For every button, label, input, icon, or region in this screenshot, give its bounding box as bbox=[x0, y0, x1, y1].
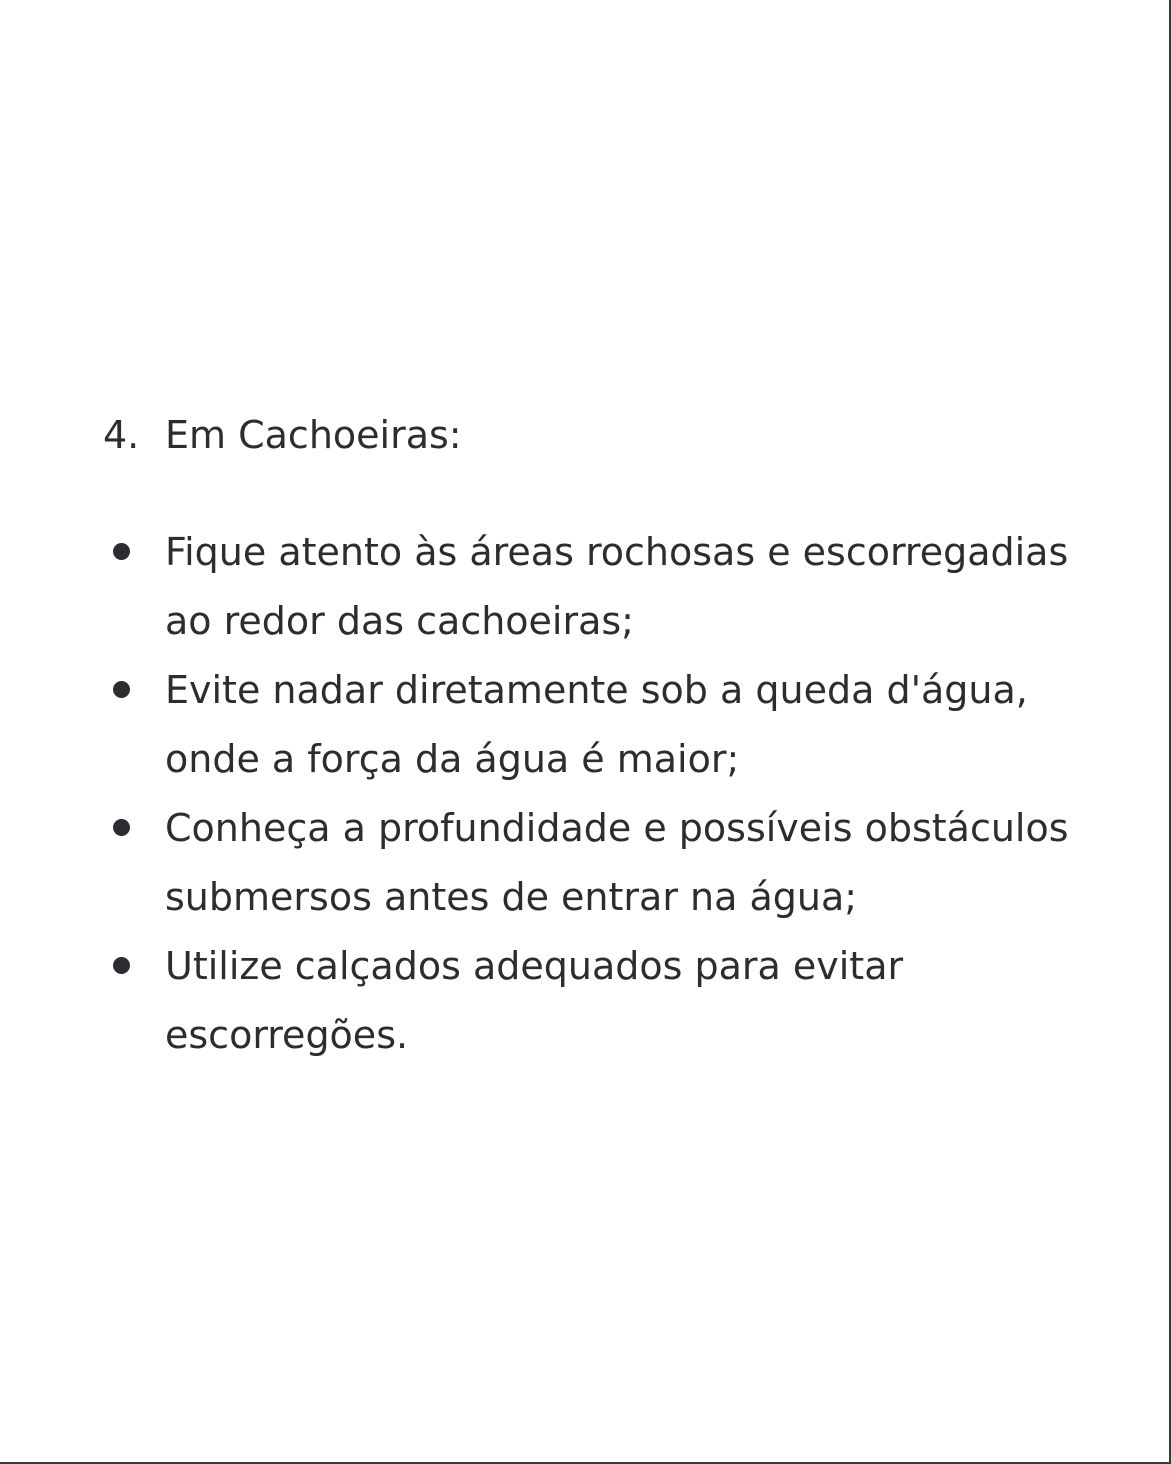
bullet-dot-icon bbox=[113, 819, 130, 836]
section-heading bbox=[103, 409, 462, 461]
list-item-text: Fique atento às áreas rochosas e escorregadias ao redor das cachoeiras; bbox=[165, 530, 1069, 643]
bullet-dot-icon bbox=[113, 681, 130, 698]
section-title: Em Cachoeiras: bbox=[165, 413, 462, 457]
list-item bbox=[0, 794, 1100, 932]
list-item bbox=[0, 932, 1100, 1070]
bullet-list bbox=[0, 518, 1100, 1070]
list-item bbox=[0, 518, 1100, 656]
list-item bbox=[0, 656, 1100, 794]
bullet-dot-icon bbox=[113, 957, 130, 974]
list-item-text: Evite nadar diretamente sob a queda d'água, onde a força da água é maior; bbox=[165, 668, 1028, 781]
section-number: 4. bbox=[103, 413, 140, 457]
list-item-text: Utilize calçados adequados para evitar escorregões. bbox=[165, 944, 904, 1057]
bullet-dot-icon bbox=[113, 543, 130, 560]
list-item-text: Conheça a profundidade e possíveis obstáculos submersos antes de entrar na água; bbox=[165, 806, 1069, 919]
